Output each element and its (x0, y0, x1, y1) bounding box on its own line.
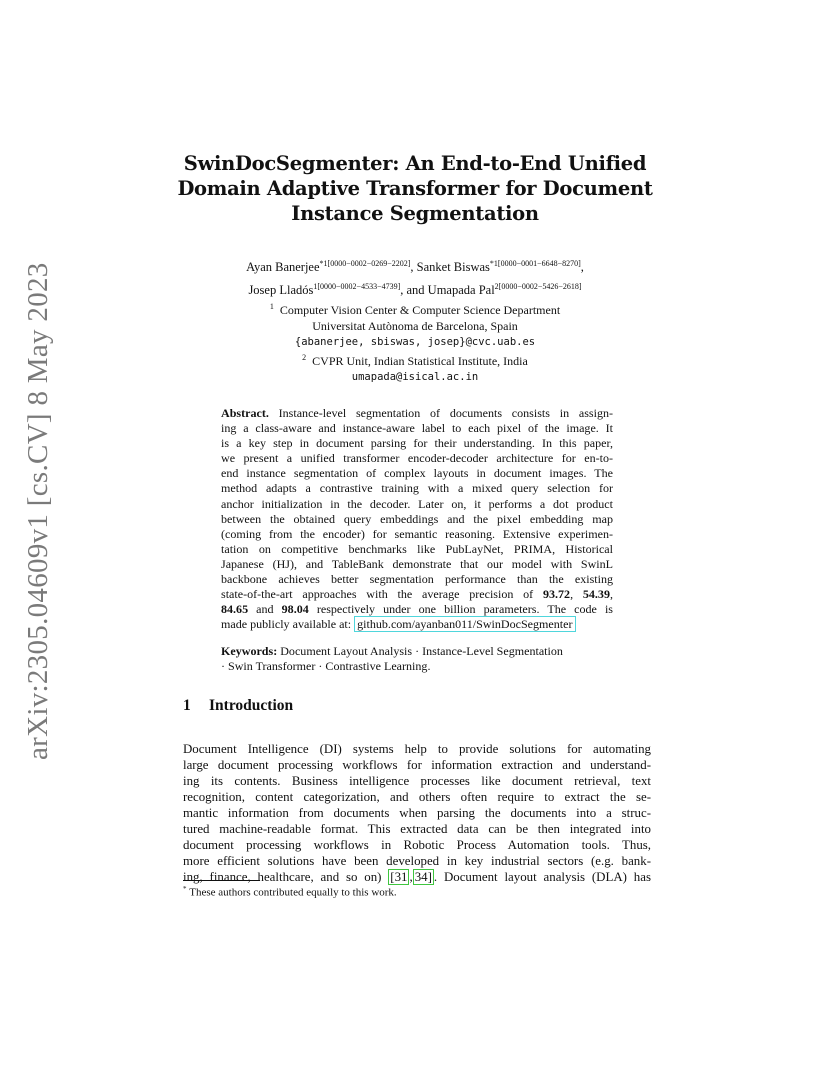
introduction-paragraph (183, 742, 651, 886)
affiliation-text: CVPR Unit, Indian Statistical Institute, India (312, 354, 528, 368)
abstract-text: , (609, 587, 613, 602)
author-name: , Sanket Biswas (410, 260, 490, 275)
author-line (160, 277, 670, 300)
footnote-mark: * (183, 885, 187, 893)
affiliation-line (200, 350, 630, 369)
title-line: Domain Adaptive Transformer for Document (177, 177, 653, 200)
body-line: large document processing workflows for information extraction and understand- (183, 757, 651, 772)
author-name: Josep Lladós (248, 283, 314, 298)
affiliation-text: Computer Vision Center & Computer Science Department (279, 303, 561, 317)
abstract-line: ing a class-aware and instance-aware label to each pixel of the image. It (221, 421, 613, 436)
email-address[interactable]: {abanerjee, sbiswas, josep}@cvc.uab.es (294, 336, 536, 348)
keywords (221, 644, 613, 674)
keywords-line (221, 644, 613, 659)
orcid-marker[interactable]: 1[0000−0002−4533−4739] (313, 282, 401, 292)
citation-link[interactable]: 34] (414, 869, 432, 884)
metric-value: 93.72 (542, 587, 571, 602)
abstract-line: Japanese (HJ), and TableBank demonstrate that our model with SwinL (221, 556, 613, 571)
abstract (221, 406, 613, 632)
abstract-label: Abstract. (221, 406, 269, 420)
footnote (183, 885, 397, 899)
keywords-text: Document Layout Analysis · Instance-Level Segmentation (280, 644, 563, 658)
keywords-line: · Swin Transformer · Contrastive Learning. (221, 659, 431, 674)
section-heading (183, 697, 293, 715)
orcid-marker[interactable]: 2[0000−0002−5426−2618] (494, 282, 582, 292)
author-list (160, 254, 670, 300)
abstract-text: and (248, 602, 282, 617)
abstract-line (221, 602, 613, 617)
body-line: ing its contents. Business intelligence processes like document retrieval, text (183, 773, 651, 788)
abstract-line: tation on competitive benchmarks like PubLayNet, PRIMA, Historical (221, 541, 613, 556)
affiliation-text: Universitat Autònoma de Barcelona, Spain (312, 319, 518, 333)
affiliation-mark: 2 (302, 353, 307, 362)
orcid-marker[interactable]: *1[0000−0002−0269−2202] (319, 259, 411, 268)
footnote-divider (183, 880, 260, 881)
orcid-marker[interactable]: *1[0000−0001−6648−8270] (489, 259, 581, 268)
abstract-line (221, 617, 613, 632)
body-text: ing, finance, healthcare, and so on) (183, 869, 389, 884)
body-line: document processing workflows in Robotic Process Automation tools. Thus, (183, 837, 651, 852)
abstract-line (221, 406, 613, 421)
keywords-label: Keywords: (221, 644, 278, 658)
abstract-text: respectively under one billion parameters. The code is (308, 602, 613, 617)
author-line (160, 254, 670, 277)
abstract-line: is a key step in document parsing for their understanding. In this paper, (221, 436, 613, 451)
author-separator: , (580, 260, 584, 275)
affiliations (200, 299, 630, 385)
body-line (183, 870, 651, 886)
footnote-text: These authors contributed equally to this work. (189, 886, 397, 899)
body-text: . Document layout analysis (DLA) has (433, 869, 651, 884)
code-repository-link[interactable]: github.com/ayanban011/SwinDocSegmenter (354, 616, 575, 632)
abstract-line: anchor initialization in the decoder. Later on, it performs a dot product (221, 496, 613, 511)
title-line: Instance Segmentation (291, 202, 539, 225)
abstract-line: backbone achieves better segmentation performance than the existing (221, 572, 613, 587)
email-address[interactable]: umapada@isical.ac.in (351, 371, 479, 383)
affiliation-mark: 1 (269, 302, 274, 311)
author-name: Ayan Banerjee (246, 260, 320, 275)
abstract-line: end instance segmentation of complex layouts in document images. The (221, 466, 613, 481)
body-line: tured machine-readable format. This extracted data can be then integrated into (183, 821, 651, 836)
body-text: , (409, 869, 413, 884)
abstract-text: , (570, 587, 583, 602)
section-number: 1 (183, 697, 191, 714)
metric-value: 84.65 (221, 602, 249, 617)
abstract-line (221, 587, 613, 602)
paper-title (150, 151, 680, 226)
body-line: Document Intelligence (DI) systems help to provide solutions for automating (183, 742, 651, 756)
body-line: more efficient solutions have been developed in key industrial sectors (e.g. bank- (183, 853, 651, 868)
abstract-text: state-of-the-art approaches with the average precision of (221, 587, 543, 602)
title-line: SwinDocSegmenter: An End-to-End Unified (183, 152, 647, 175)
abstract-line: we present a unified transformer encoder-decoder architecture for en-to- (221, 451, 613, 466)
metric-value: 98.04 (281, 602, 309, 617)
citation-link[interactable]: [31 (390, 869, 408, 884)
abstract-line: (coming from the encoder) for semantic reasoning. Extensive experimen- (221, 526, 613, 541)
abstract-text: made publicly available at: (221, 617, 355, 632)
metric-value: 54.39 (582, 587, 610, 602)
body-line: mantic information from documents when parsing the documents into a struc- (183, 805, 651, 820)
author-name: , and Umapada Pal (400, 283, 495, 298)
body-line: recognition, content categorization, and others often require to extract the se- (183, 789, 651, 804)
abstract-text: Instance-level segmentation of documents consists in assign- (278, 406, 614, 420)
affiliation-line (200, 299, 630, 318)
section-title: Introduction (209, 697, 294, 714)
abstract-line: between the obtained query embeddings and the pixel embedding map (221, 511, 613, 526)
arxiv-identifier-stamp[interactable]: arXiv:2305.04609v1 [cs.CV] 8 May 2023 (22, 262, 54, 760)
abstract-line: method adapts a contrastive training with a mixed query selection for (221, 481, 613, 496)
